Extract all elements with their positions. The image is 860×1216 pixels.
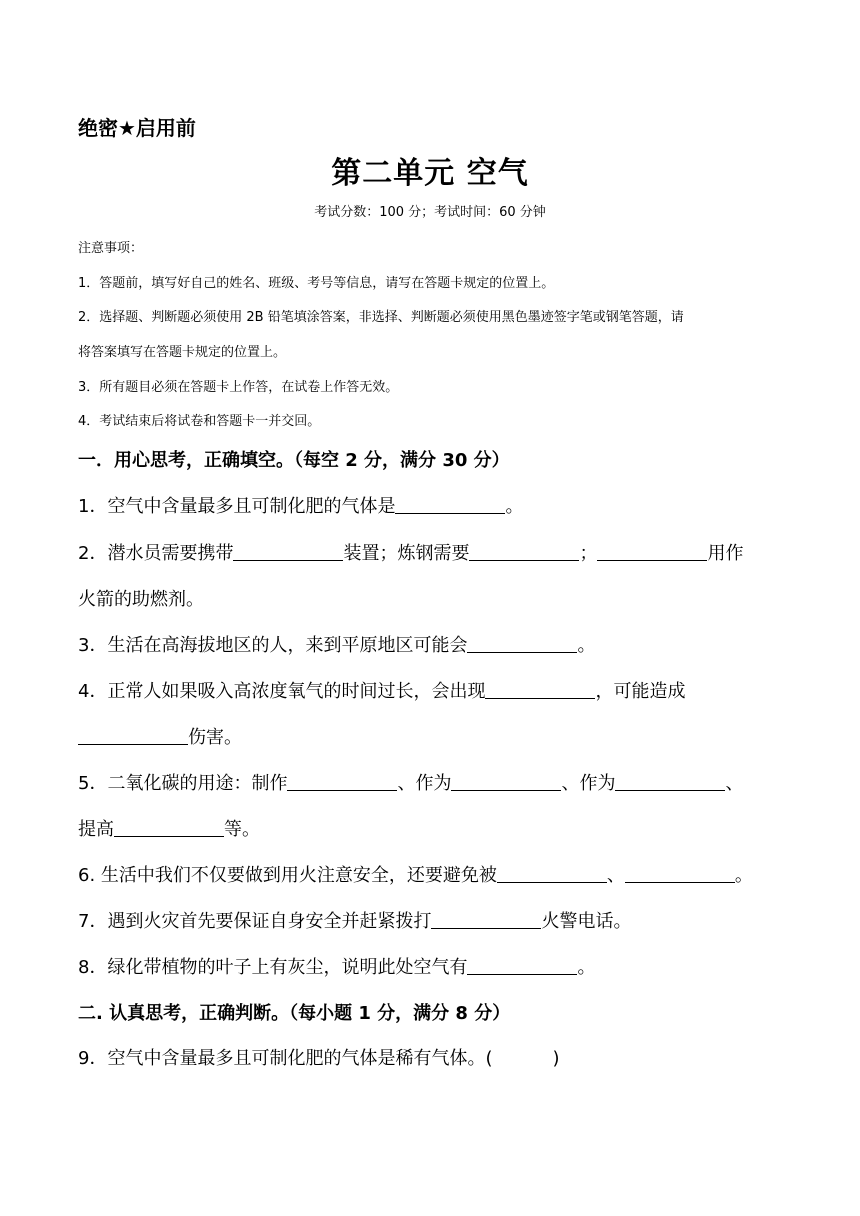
answer-blank[interactable] [287,772,397,791]
question-text: 1．空气中含量最多且可制化肥的气体是 [78,496,396,517]
question-text: ； [579,543,598,564]
answer-blank[interactable] [451,772,561,791]
question-text: 4．正常人如果吸入高浓度氧气的时间过长，会出现 [78,681,486,702]
question-text: ，可能造成 [595,681,686,702]
question-text: 8．绿化带植物的叶子上有灰尘，说明此处空气有 [78,957,468,978]
answer-blank[interactable] [597,542,707,561]
question-text: 3．生活在高海拔地区的人，来到平原地区可能会 [78,635,468,656]
question-2 [78,539,743,565]
answer-blank[interactable] [114,818,224,837]
question-text: 。 [577,635,596,656]
question-text: 7．遇到火灾首先要保证自身安全并赶紧拨打 [78,911,432,932]
question-text: 5．二氧化碳的用途：制作 [78,773,288,794]
note-item: 2．选择题、判断题必须使用 2B 铅笔填涂答案，非选择、判断题必须使用黑色墨迹签字笔或钢笔答题，请 [78,310,684,325]
question-text: 提高 [78,819,114,840]
note-item: 4．考试结束后将试卷和答题卡一并交回。 [78,414,321,429]
question-text: 。 [734,865,753,886]
question-text: 、 [725,773,744,794]
question-5 [78,769,743,795]
note-item: 将答案填写在答题卡规定的位置上。 [78,345,287,360]
question-text: 。 [577,957,596,978]
notes-heading: 注意事项： [78,241,144,256]
answer-blank[interactable] [467,634,577,653]
question-text: 2．潜水员需要携带 [78,543,234,564]
question-text: 装置；炼钢需要 [343,543,470,564]
exam-subtitle: 考试分数：100 分；考试时间：60 分钟 [314,205,546,220]
question-6 [78,861,753,887]
section-2-heading: 二. 认真思考，正确判断。（每小题 1 分，满分 8 分） [78,1003,511,1024]
question-5-continued [78,815,260,841]
question-1 [78,492,523,518]
question-text: 火警电话。 [541,911,632,932]
exam-title: 第二单元 空气 [331,156,529,191]
answer-blank[interactable] [615,772,725,791]
question-text: 、作为 [397,773,452,794]
answer-blank[interactable] [78,726,188,745]
answer-blank[interactable] [469,542,579,561]
question-text: 、 [606,865,625,886]
question-text: 。 [505,496,524,517]
question-4 [78,677,685,703]
question-text: 等。 [224,819,260,840]
question-2-continued: 火箭的助燃剂。 [78,589,204,610]
note-item: 3．所有题目必须在答题卡上作答，在试卷上作答无效。 [78,380,399,395]
question-text: ) [552,1048,560,1069]
question-text: 6. 生活中我们不仅要做到用火注意安全，还要避免被 [78,865,497,886]
answer-blank[interactable] [233,542,343,561]
question-3 [78,631,595,657]
question-text: 、作为 [561,773,616,794]
question-text: 伤害。 [188,727,242,748]
question-text: 用作 [707,543,744,564]
question-7 [78,907,631,933]
section-1-heading: 一．用心思考，正确填空。（每空 2 分，满分 30 分） [78,450,510,471]
question-4-continued [78,723,242,749]
answer-blank[interactable] [625,864,735,883]
question-text: 9．空气中含量最多且可制化肥的气体是稀有气体。( [78,1048,493,1069]
answer-blank[interactable] [467,956,577,975]
answer-blank[interactable] [485,680,595,699]
confidential-label: 绝密★启用前 [78,116,196,140]
answer-blank[interactable] [431,910,541,929]
question-8 [78,953,595,979]
note-item: 1．答题前，填写好自己的姓名、班级、考号等信息，请写在答题卡规定的位置上。 [78,276,555,291]
answer-blank[interactable] [497,864,607,883]
answer-blank[interactable] [395,495,505,514]
question-9 [78,1044,560,1070]
